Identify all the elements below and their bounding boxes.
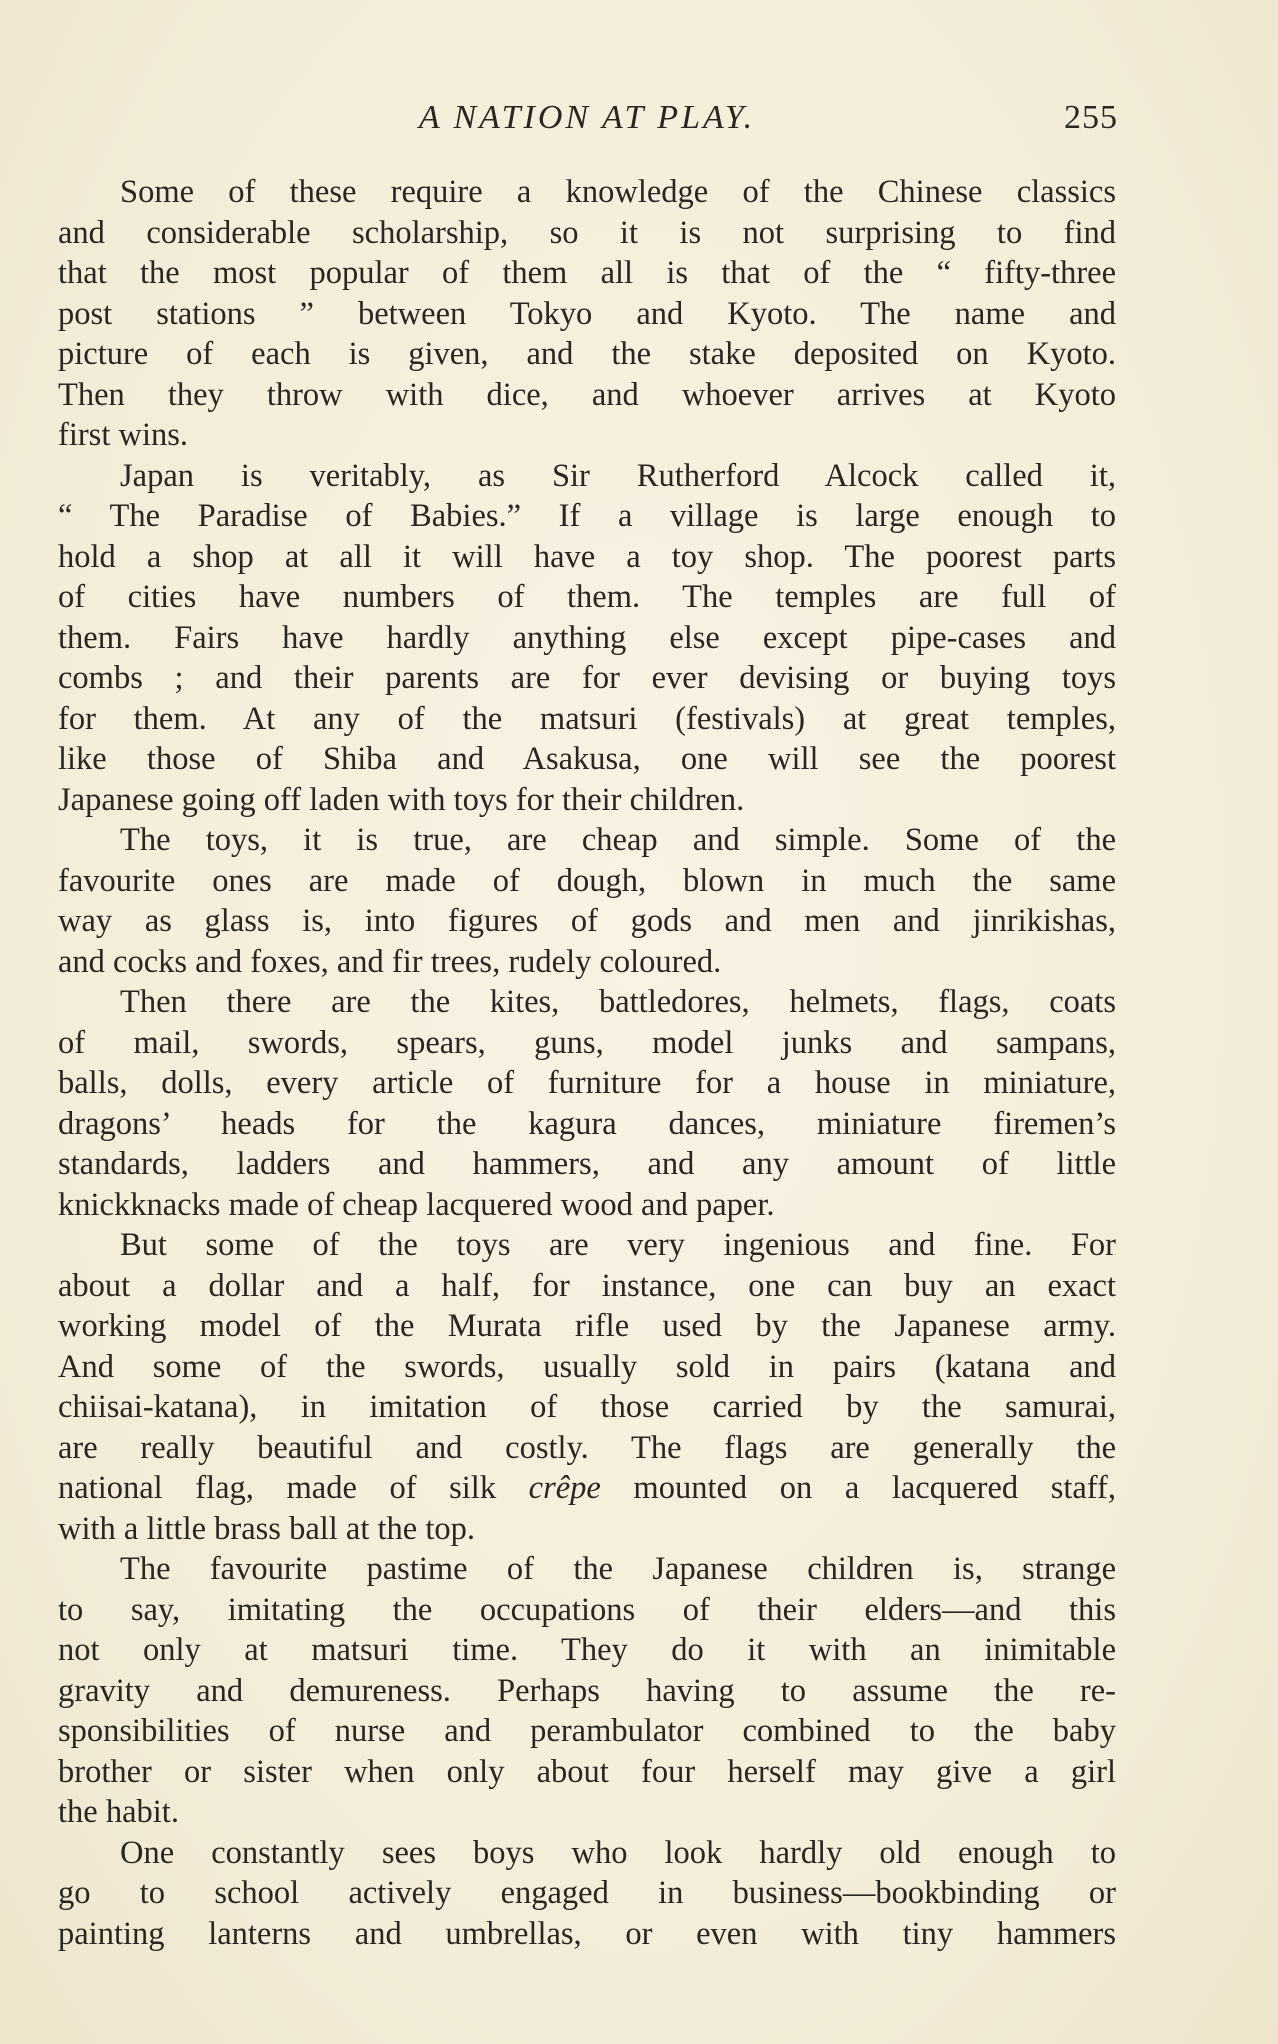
paragraph bbox=[58, 456, 1116, 821]
text-line: and cocks and foxes, and fir trees, rudely coloured. bbox=[58, 943, 722, 980]
text-line: go to school actively engaged in business—bookbinding or bbox=[58, 1875, 1116, 1911]
text-line: combs ; and their parents are for ever devising or buying toys bbox=[58, 660, 1116, 696]
text-line: dragons’ heads for the kagura dances, miniature firemen’s bbox=[58, 1105, 1116, 1142]
page-number: 255 bbox=[1064, 99, 1118, 136]
paragraph bbox=[58, 172, 1116, 456]
running-head bbox=[56, 96, 1118, 140]
text-line: for them. At any of the matsuri (festivals) at great temples, bbox=[58, 700, 1116, 737]
text-line: of mail, swords, spears, guns, model junks and sampans, bbox=[58, 1024, 1116, 1061]
text-line: “ The Paradise of Babies.” If a village is large enough to bbox=[58, 498, 1116, 534]
text-line: standards, ladders and hammers, and any amount of little bbox=[58, 1146, 1116, 1182]
text-line: are really beautiful and costly. The flags are generally the bbox=[58, 1429, 1116, 1466]
text-line: knickknacks made of cheap lacquered wood and paper. bbox=[58, 1186, 775, 1223]
text-line: picture of each is given, and the stake deposited on Kyoto. bbox=[58, 336, 1116, 372]
text-line: painting lanterns and umbrellas, or even with tiny hammers bbox=[58, 1915, 1116, 1952]
text-line: post stations ” between Tokyo and Kyoto. The name and bbox=[58, 295, 1116, 332]
text-line: them. Fairs have hardly anything else except pipe-cases and bbox=[58, 619, 1116, 656]
text-line: One constantly sees boys who look hardly old enough to bbox=[120, 1834, 1116, 1871]
text-line: Then there are the kites, battledores, helmets, flags, coats bbox=[120, 984, 1116, 1020]
paragraph bbox=[58, 820, 1116, 982]
text-line: the habit. bbox=[58, 1794, 179, 1830]
text-line: But some of the toys are very ingenious and fine. For bbox=[120, 1227, 1116, 1263]
text-line: And some of the swords, usually sold in pairs (katana and bbox=[58, 1348, 1116, 1385]
text-line: sponsibilities of nurse and perambulator combined to the baby bbox=[58, 1713, 1116, 1749]
text-line: way as glass is, into figures of gods and men and jinrikishas, bbox=[58, 903, 1116, 939]
text-line: to say, imitating the occupations of their elders—and this bbox=[58, 1591, 1116, 1628]
body-text bbox=[58, 172, 1116, 1954]
text-line: of cities have numbers of them. The temples are full of bbox=[58, 579, 1116, 615]
paragraph bbox=[58, 1225, 1116, 1549]
text-line: favourite ones are made of dough, blown in much the same bbox=[58, 862, 1116, 899]
text-line: brother or sister when only about four herself may give a girl bbox=[58, 1753, 1116, 1790]
text-line: Then they throw with dice, and whoever arrives at Kyoto bbox=[58, 376, 1116, 413]
text-line: hold a shop at all it will have a toy shop. The poorest parts bbox=[58, 538, 1116, 575]
text-line: not only at matsuri time. They do it with an inimitable bbox=[58, 1632, 1116, 1668]
text-line: and considerable scholarship, so it is not surprising to find bbox=[58, 214, 1116, 251]
text-line: that the most popular of them all is that of the “ fifty-three bbox=[58, 255, 1116, 291]
text-line: balls, dolls, every article of furniture for a house in miniature, bbox=[58, 1065, 1116, 1101]
paragraph bbox=[58, 1833, 1116, 1955]
text-line: national flag, made of silk crêpe mounted on a lacquered staff, bbox=[58, 1470, 1116, 1506]
text-line: The toys, it is true, are cheap and simple. Some of the bbox=[120, 822, 1116, 858]
text-line: gravity and demureness. Perhaps having to assume the re- bbox=[58, 1672, 1116, 1709]
text-line: like those of Shiba and Asakusa, one will see the poorest bbox=[58, 741, 1116, 777]
text-line: chiisai-katana), in imitation of those carried by the samurai, bbox=[58, 1389, 1116, 1425]
text-line: Japanese going off laden with toys for their children. bbox=[58, 781, 745, 818]
text-line: Some of these require a knowledge of the Chinese classics bbox=[120, 174, 1116, 210]
text-line: with a little brass ball at the top. bbox=[58, 1510, 475, 1547]
paragraph bbox=[58, 1549, 1116, 1833]
paragraph bbox=[58, 982, 1116, 1225]
text-line: Japan is veritably, as Sir Rutherford Alcock called it, bbox=[120, 457, 1116, 494]
text-line: working model of the Murata rifle used by the Japanese army. bbox=[58, 1308, 1116, 1344]
text-line: The favourite pastime of the Japanese children is, strange bbox=[120, 1551, 1116, 1587]
running-title: A NATION AT PLAY. bbox=[418, 99, 756, 136]
text-line: about a dollar and a half, for instance, one can buy an exact bbox=[58, 1267, 1116, 1304]
text-line: first wins. bbox=[58, 417, 188, 453]
